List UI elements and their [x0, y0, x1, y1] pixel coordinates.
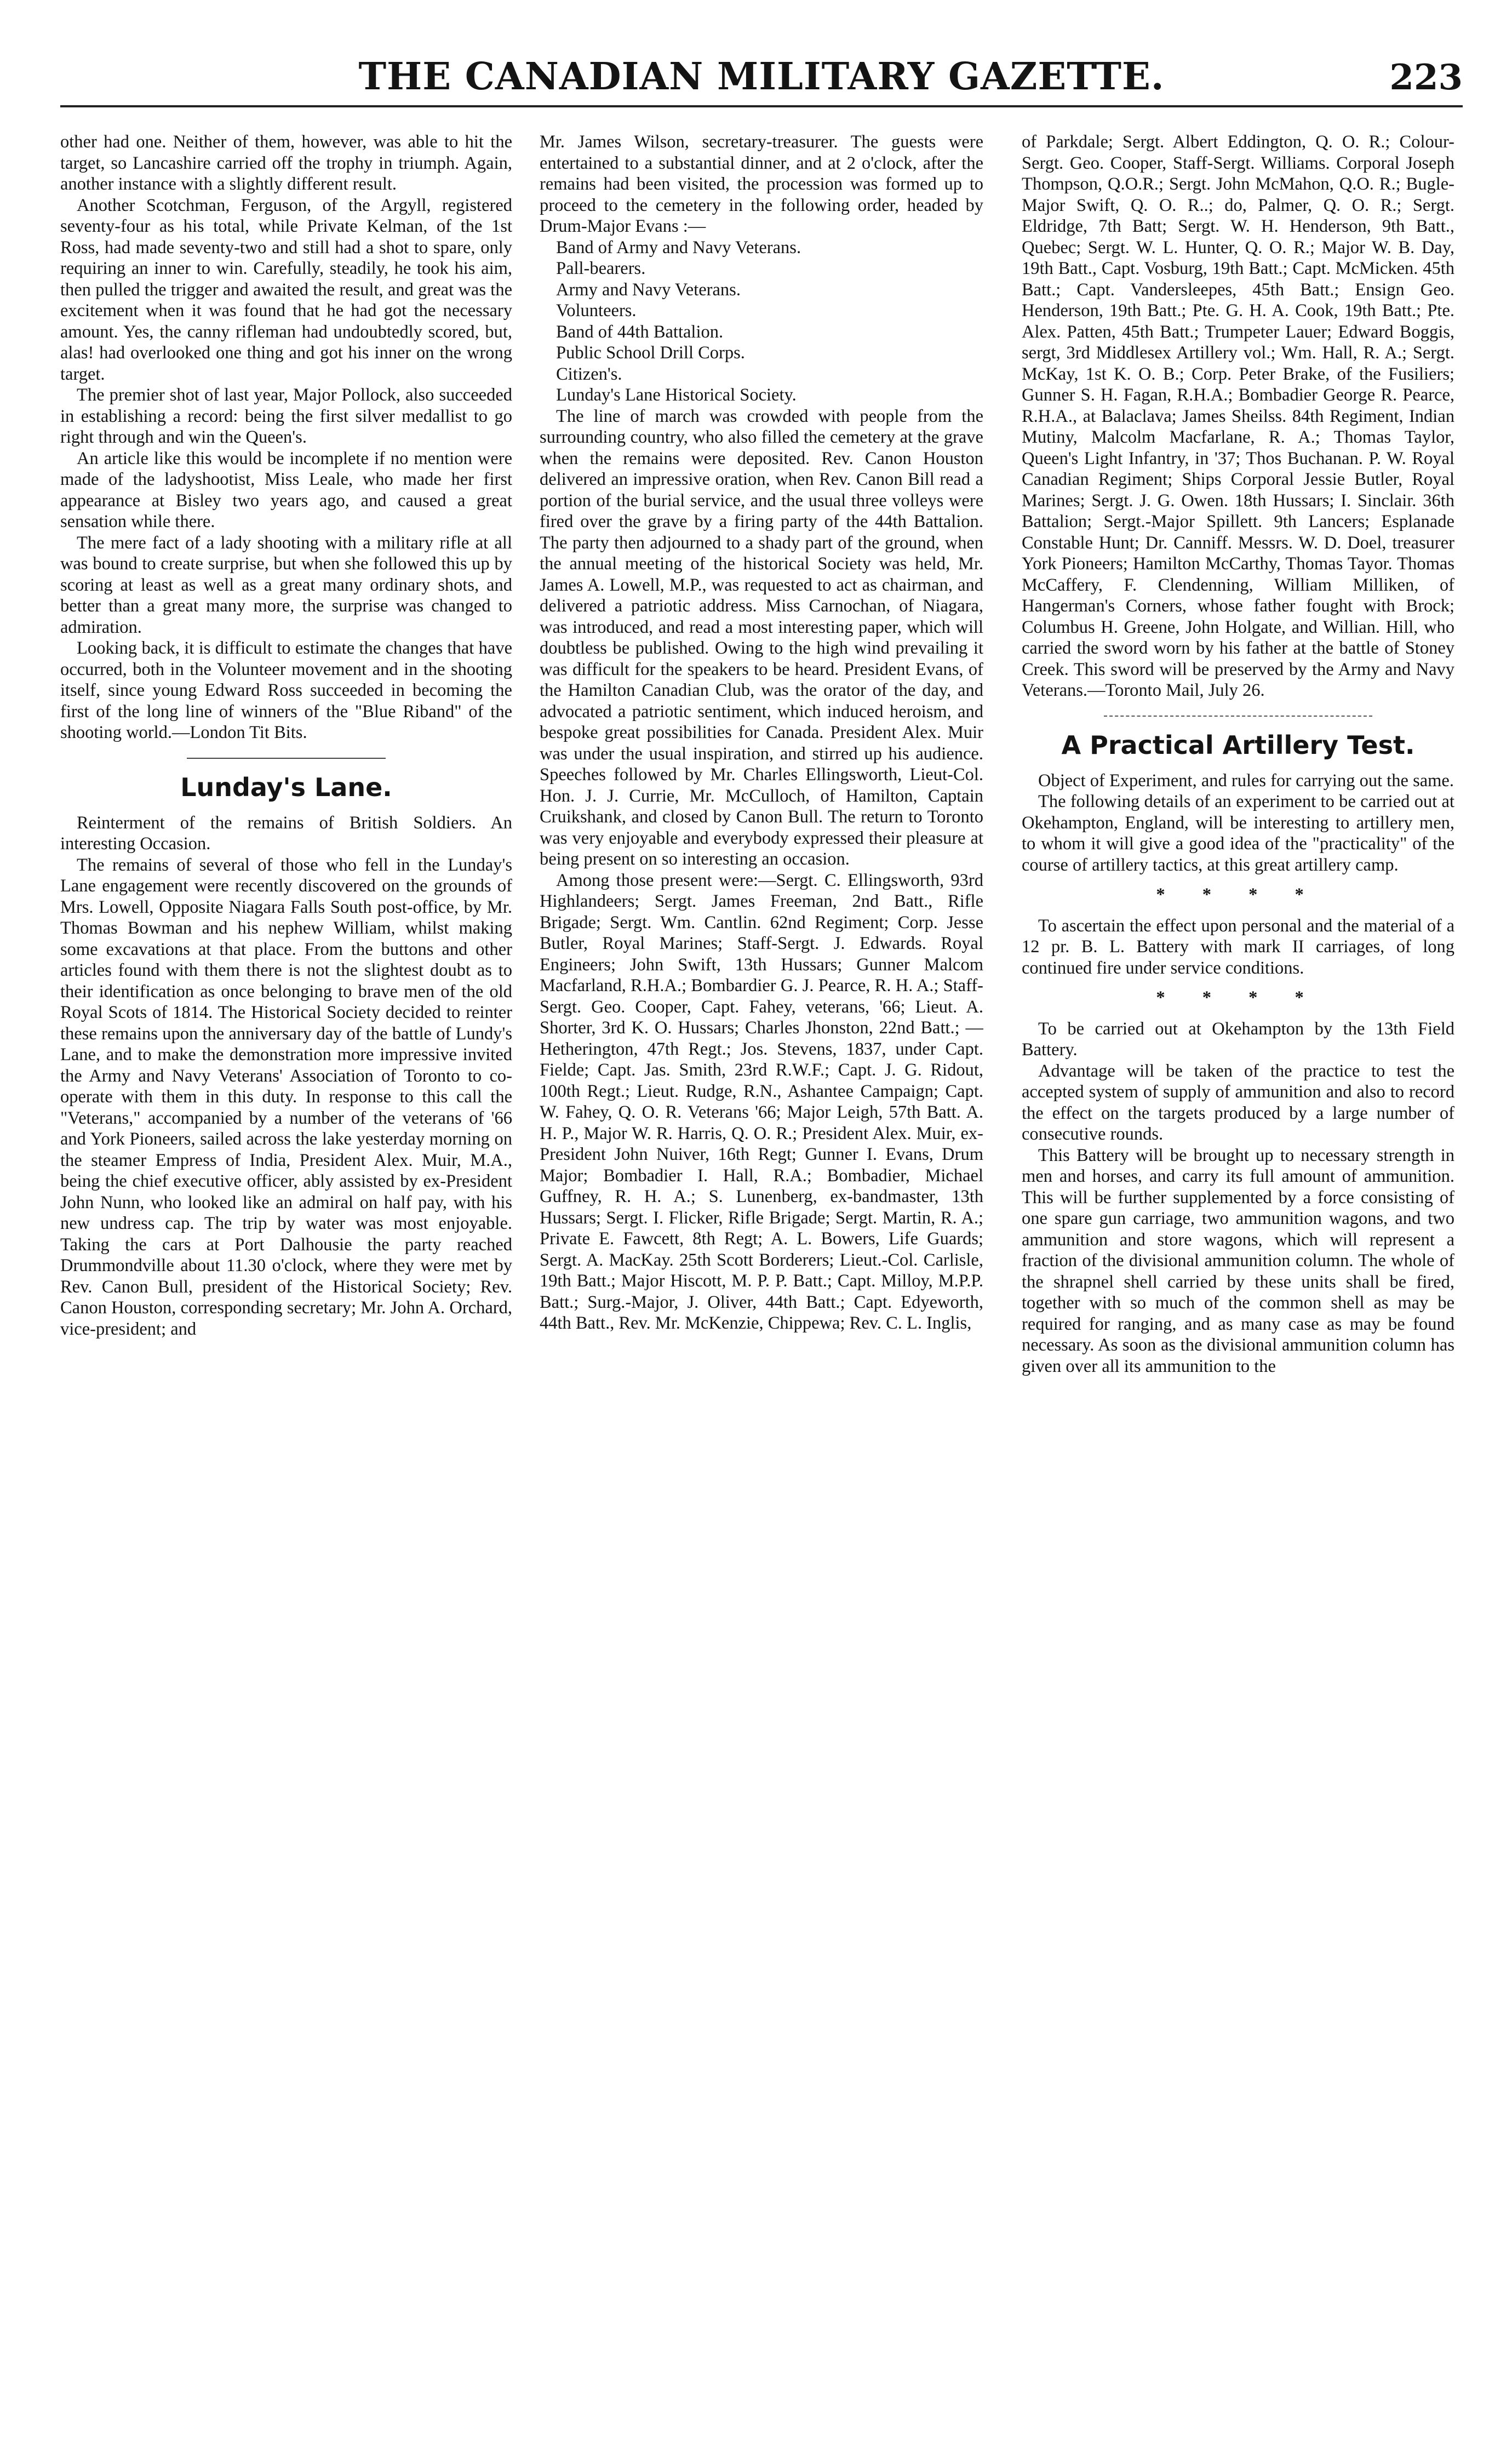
- procession-item: Citizen's.: [556, 364, 622, 384]
- paragraph: of Parkdale; Sergt. Albert Eddington, Q. O. R.; Colour-Sergt. Geo. Cooper, Staff-Sergt. Williams. Corporal Joseph Thompson, Q.O.R.; Sergt. John McMahon, Q.O. R.; Bugle-Major Swift, Q. O. R..; do, Palmer, Q. O. R.; Sergt. Eldridge, 7th Batt; Sergt. W. H. Henderson, 9th Batt., Quebec; Sergt. W. L. Hunter, Q. O. R.; Major W. B. Day, 19th Batt., Capt. Vosburg, 19th Batt.; Capt. McMicken. 45th Batt.; Capt. Vandersleepes, 45th Batt.; Ensign Geo. Henderson, 19th Batt.; Pte. G. H. A. Cook, 19th Batt.; Pte. Alex. Patten, 45th Batt.; Trumpeter Lauer; Edward Boggis, sergt, 3rd Middlesex Artillery vol.; Wm. Hall, R. A.; Sergt. McKay, 1st K. O. B.; Corp. Peter Brake, of the Fusiliers; Gunner S. H. Fagan, R.H.A.; Bombadier George R. Pearce, R.H.A., at Balaclava; James Sheilss. 84th Regiment, Indian Mutiny, Malcolm Macfarlane, R. A.; Thomas Taylor, Queen's Light Infantry, in '37; Thos Buchanan. P. W. Royal Canadian Regiment; Ships Corporal Jessie Butler, Royal Marines; Sergt. J. G. Owen. 18th Hussars; I. Sinclair. 36th Battalion; Sergt.-Major Spillett. 9th Lancers; Esplanade Constable Hunt; Dr. Canniff. Messrs. W. D. Doel, treasurer York Pioneers; Hamilton McCarthy, Thomas Tayor. Thomas McCaffery, F. Clendenning, William Milliken, of Hangerman's Corners, whose father fought with Brock; Columbus H. Greene, John Holgate, and Willian. Hill, who carried the sword worn by his father at the battle of Stoney Creek. This sword will be preserved by the Army and Navy Veterans.—Toronto Mail, July 26.: [1022, 132, 1454, 700]
- paragraph: Another Scotchman, Ferguson, of the Argyll, registered seventy-four as his total, while Private Kelman, of the 1st Ross, had made seventy-two and still had a shot to spare, only requiring an inner to win. Carefully, steadily, he took his aim, then pulled the trigger and awaited the result, and great was the excitement when it was found that he had got the necessary amount. Yes, the canny rifleman had undoubtedly scored, but, alas! had overlooked one thing and got his inner on the wrong target.: [60, 195, 512, 384]
- procession-item: Band of 44th Battalion.: [556, 322, 724, 342]
- procession-item: Band of Army and Navy Veterans.: [556, 237, 801, 258]
- paragraph: Mr. James Wilson, secretary-treasurer. The guests were entertained to a substantial dinner, and at 2 o'clock, after the remains had been visited, the procession was formed up to proceed to the cemetery in the following order, headed by Drum-Major Evans :—: [540, 132, 983, 236]
- paragraph: Looking back, it is difficult to estimate the changes that have occurred, both in the Volunteer movement and in the shooting itself, since young Edward Ross succeeded in becoming the first of the long line of winners of the "Blue Riband" of the shooting world.—London Tit Bits.: [60, 638, 512, 742]
- paragraph: The following details of an experiment to be carried out at Okehampton, England, will be interesting to artillery men, to whom it will give a good idea of the "practicality" of the course of artillery tactics, at this great artillery camp.: [1022, 792, 1454, 875]
- procession-item: Volunteers.: [556, 301, 637, 321]
- column-2: [540, 131, 983, 2444]
- publication-title: THE CANADIAN MILITARY GAZETTE.: [358, 55, 1165, 99]
- article-headline-lundays-lane: Lunday's Lane.: [180, 772, 392, 802]
- page-number: 223: [1389, 57, 1463, 98]
- paragraph: The premier shot of last year, Major Pollock, also succeeded in establishing a record: being the first silver medallist to go right through and win the Queen's.: [60, 385, 512, 447]
- procession-item: Pall-bearers.: [556, 259, 646, 278]
- procession-item: Public School Drill Corps.: [556, 343, 745, 363]
- paragraph: The mere fact of a lady shooting with a military rifle at all was bound to create surprise, but when she followed this up by scoring at least as well as a great many ordinary shots, and better than a great many more, the surprise was changed to admiration.: [60, 533, 512, 637]
- procession-item: Lunday's Lane Historical Society.: [556, 385, 797, 405]
- article-subhead: Object of Experiment, and rules for carrying out the same.: [1038, 770, 1454, 791]
- paragraph: other had one. Neither of them, however, was able to hit the target, so Lancashire carried off the trophy in triumph. Again, another instance with a slightly different result.: [60, 132, 512, 194]
- article-subhead: Reinterment of the remains of British Soldiers. An interesting Occasion.: [60, 813, 512, 854]
- section-stars: * * * *: [1156, 988, 1320, 1008]
- paragraph: Advantage will be taken of the practice to test the accepted system of supply of ammunition and also to record the effect on the targets produced by a large number of consecutive rounds.: [1022, 1061, 1454, 1144]
- article-divider: [187, 758, 386, 759]
- column-3: [1022, 131, 1454, 2444]
- procession-item: Army and Navy Veterans.: [556, 279, 741, 300]
- article-headline-artillery-test: A Practical Artillery Test.: [1061, 730, 1415, 760]
- paragraph: The remains of several of those who fell in the Lunday's Lane engagement were recently discovered on the grounds of Mrs. Lowell, Opposite Niagara Falls South post-office, by Mr. Thomas Bowman and his nephew William, whilst making some excavations at that place. From the buttons and other articles found with them there is not the slightest doubt as to their identification as once belonging to brave men of the old Royal Scots of 1814. The Historical Society decided to reinter these remains upon the anniversary day of the battle of Lundy's Lane, and to make the demonstration more impressive invited the Army and Navy Veterans' Association of Toronto to co-operate with them in this duty. In response to this call the "Veterans," accompanied by a number of the veterans of '66 and York Pioneers, sailed across the lake yesterday morning on the steamer Empress of India, President Alex. Muir, M.A., being the chief executive officer, ably assisted by ex-President John Nunn, who looked like an admiral on half pay, with his new undress cap. The trip by water was most enjoyable. Taking the cars at Port Dalhousie the party reached Drummondville about 11.30 o'clock, where they were met by Rev. Canon Bull, president of the Historical Society; Rev. Canon Houston, corresponding secretary; Mr. John A. Orchard, vice-president; and: [60, 855, 512, 1339]
- paragraph: Among those present were:—Sergt. C. Ellingsworth, 93rd Highlandeers; Sergt. James Freeman, 2nd Batt., Rifle Brigade; Sergt. Wm. Cantlin. 62nd Regiment; Corp. Jesse Butler, Royal Marines; Staff-Sergt. J. Edwards. Royal Engineers; John Swift, 13th Hussars; Gunner Malcom Macfarland, R.H.A.; Bombardier G. J. Pearce, R. H. A.; Staff-Sergt. Geo. Cooper, Capt. Fahey, veterans, '66; Lieut. A. Shorter, 3rd K. O. Hussars; Charles Jhonston, 22nd Batt.; —Hetherington, 47th Regt.; Jos. Stevens, 1837, under Capt. Fielde; Capt. Jas. Smith, 23rd R.W.F.; Capt. J. G. Ridout, 100th Regt.; Lieut. Rudge, R.N., Ashantee Campaign; Capt. W. Fahey, Q. O. R. Veterans '66; Major Leigh, 57th Batt. A. H. P., Major W. R. Harris, Q. O. R.; President Alex. Muir, ex-President John Nuiver, 16th Regt; Gunner I. Evans, Drum Major; Bombadier I. Hall, R.A.; Bombadier, Michael Guffney, R. H. A.; S. Lunenberg, ex-bandmaster, 13th Hussars; Sergt. I. Flicker, Rifle Brigade; Sergt. Martin, R. A.; Private E. Fawcett, 8th Regt; A. L. Bowers, Life Guards; Sergt. A. MacKay. 25th Scott Borderers; Lieut.-Col. Carlisle, 19th Batt.; Major Hiscott, M. P. P. Batt.; Capt. Milloy, M.P.P. Batt.; Surg.-Major, J. Oliver, 44th Batt.; Capt. Edyeworth, 44th Batt., Rev. Mr. McKenzie, Chippewa; Rev. C. L. Inglis,: [540, 870, 983, 1333]
- paragraph: To ascertain the effect upon personal and the material of a 12 pr. B. L. Battery with mark II carriages, of long continued fire under service conditions.: [1022, 916, 1454, 978]
- procession-list: [540, 237, 983, 406]
- paragraph: The line of march was crowded with people from the surrounding country, who also filled the cemetery at the grave when the remains were deposited. Rev. Canon Houston delivered an impressive oration, when Rev. Canon Bill read a portion of the burial service, and the usual three volleys were fired over the grave by a firing party of the 44th Battalion. The party then adjourned to a shady part of the ground, when the annual meeting of the historical Society was held, Mr. James A. Lowell, M.P., was requested to act as chairman, and delivered a patriotic address. Miss Carnochan, of Niagara, was introduced, and read a most interesting paper, which will doubtless be published. Owing to the high wind prevailing it was difficult for the speakers to be heard. President Evans, of the Hamilton Canadian Club, was the orator of the day, and advocated a patriotic sentiment, which induced heroism, and bespoke great possibilities for Canada. President Alex. Muir was under the usual inspiration, and stirred up his audience. Speeches followed by Mr. Charles Ellingsworth, Lieut-Col. Hon. J. J. Currie, Mr. McCulloch, of Hamilton, Captain Cruikshank, and closed by Canon Bull. The return to Toronto was very enjoyable and everybody expressed their pleasure at being present on so interesting an occasion.: [540, 406, 983, 869]
- section-stars: * * * *: [1156, 885, 1320, 905]
- paragraph: This Battery will be brought up to necessary strength in men and horses, and carry its full amount of ammunition. This will be further supplemented by a force consisting of one spare gun carriage, two ammunition wagons, and two ammunition and store wagons, which will represent a fraction of the divisional ammunition column. The whole of the shrapnel shell carried by these units shall be fired, together with so much of the common shell as may be required for ranging, and as many case as may be found necessary. As soon as the divisional ammunition column has given over all its ammunition to the: [1022, 1145, 1454, 1376]
- column-1: [60, 131, 512, 2444]
- article-divider: [1104, 716, 1372, 717]
- paragraph: An article like this would be incomplete if no mention were made of the ladyshootist, Miss Leale, who made her first appearance at Bisley two years ago, and caused a great sensation while there.: [60, 448, 512, 531]
- paragraph: To be carried out at Okehampton by the 13th Field Battery.: [1022, 1019, 1454, 1060]
- header-rule: [60, 105, 1463, 107]
